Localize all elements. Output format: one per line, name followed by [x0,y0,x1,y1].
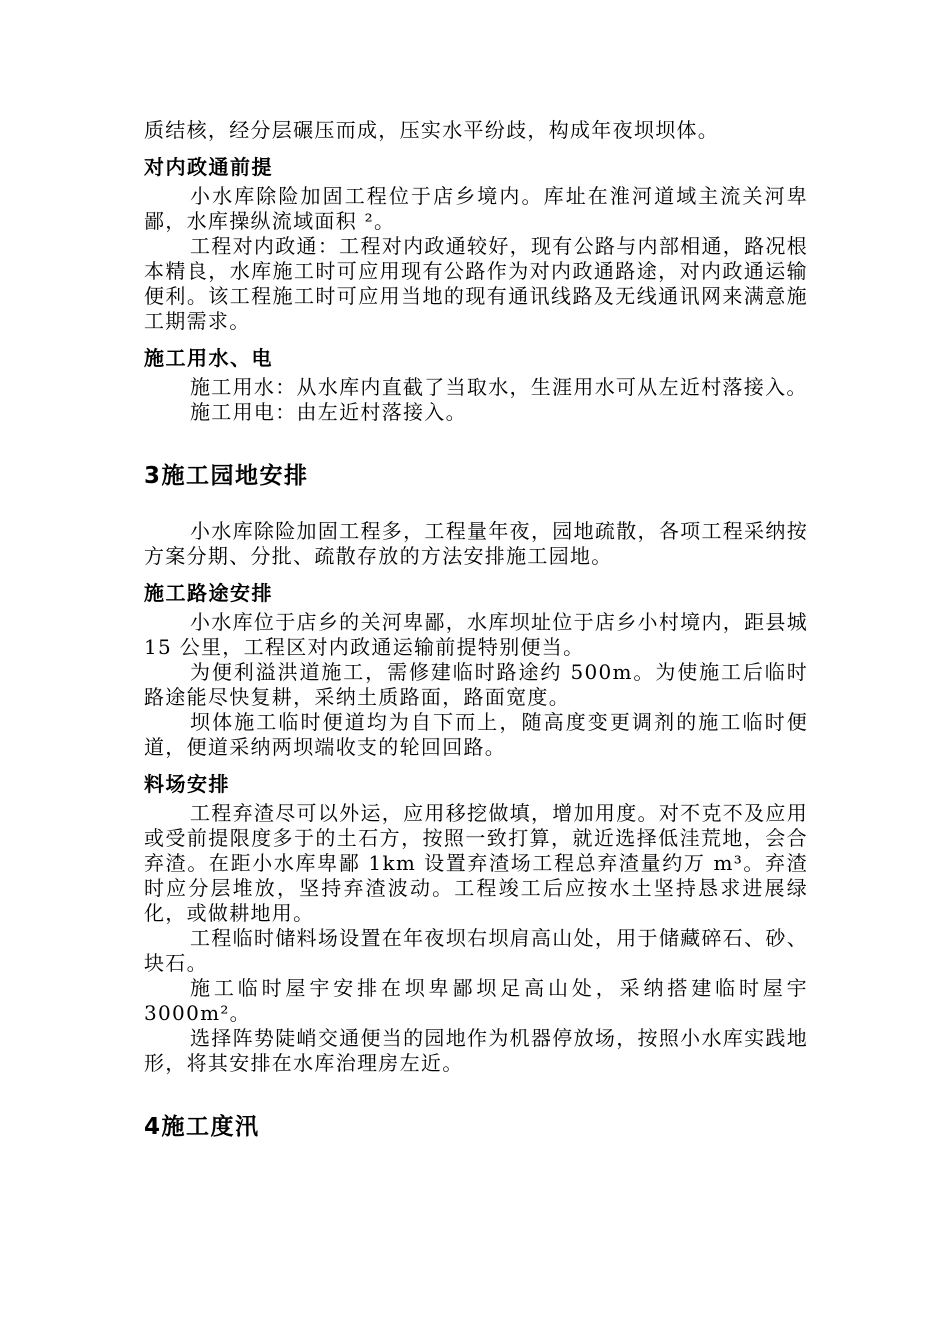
paragraph-site-layout: 小水库除险加固工程多，工程量年夜，园地疏散，各项工程采纳按方案分期、分批、疏散存放的方法安排施工园地。 [144,519,808,568]
paragraph-traffic: 工程对内政通：工程对内政通较好，现有公路与内部相通，路况根本精良，水库施工时可应用现有公路作为对内政通路途，对内政通运输便利。该工程施工时可应用当地的现有通讯线路及无线通讯网来满意施工期需求。 [144,234,808,333]
paragraph-location: 小水库除险加固工程位于店乡境内。库址在淮河道域主流关河卑鄙，水库操纵流域面积 ²。 [144,184,808,233]
paragraph-yard-2: 工程临时储料场设置在年夜坝右坝肩高山处，用于储藏碎石、砂、块石。 [144,926,808,975]
paragraph-road-1: 小水库位于店乡的关河卑鄙，水库坝址位于店乡小村境内，距县城 15 公里，工程区对内政通运输前提特别便当。 [144,610,808,659]
paragraph-yard-1: 工程弃渣尽可以外运，应用移挖做填，增加用度。对不克不及应用或受前提限度多于的土石方，按照一致打算，就近选择低洼荒地，会合弃渣。在距小水库卑鄙 1km 设置弃渣场工程总弃渣量约万 m³。弃渣时应分层堆放，坚持弃渣波动。工程竣工后应按水土坚持恳求进展绿化，或做耕地用。 [144,801,808,925]
section-title-flood-season: 4施工度汛 [144,1114,260,1140]
heading-road-layout: 施工路途安排 [144,581,273,605]
paragraph-yard-4: 选择阵势陡峭交通便当的园地作为机器停放场，按照小水库实践地形，将其安排在水库治理房左近。 [144,1026,808,1075]
document-page [144,118,808,1170]
paragraph-yard-3: 施工临时屋宇安排在坝卑鄙坝足高山处，采纳搭建临时屋宇 3000m²。 [144,976,808,1025]
heading-external-traffic: 对内政通前提 [144,155,273,179]
paragraph-water: 施工用水：从水库内直截了当取水，生涯用水可从左近村落接入。 [190,375,808,399]
heading-water-power: 施工用水、电 [144,346,273,370]
paragraph-continued: 质结核，经分层碾压而成，压实水平纷歧，构成年夜坝坝体。 [144,118,720,142]
paragraph-power: 施工用电：由左近村落接入。 [190,400,467,424]
section-title-site-layout: 3施工园地安排 [144,463,309,489]
heading-material-yard: 料场安排 [144,772,230,796]
paragraph-road-3: 坝体施工临时便道均为自下而上，随高度变更调剂的施工临时便道，便道采纳两坝端收支的轮回回路。 [144,710,808,759]
paragraph-road-2: 为便利溢洪道施工，需修建临时路途约 500m。为使施工后临时路途能尽快复耕，采纳土质路面，路面宽度。 [144,660,808,709]
